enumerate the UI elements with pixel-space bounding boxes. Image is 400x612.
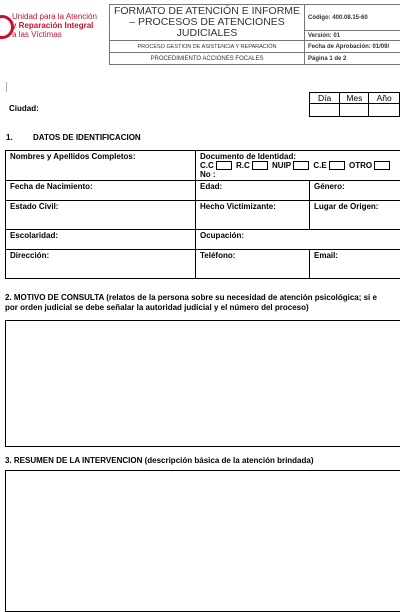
school-label: Escolaridad: [10,231,58,240]
logo-line-2: y Reparación Integral [12,21,97,30]
nuip-label: NUIP [272,161,291,170]
ce-label: C.E [313,161,326,170]
address-field[interactable] [6,250,196,279]
month-field[interactable] [340,104,369,117]
document-field[interactable] [196,151,400,181]
section3-title: 3. RESUMEN DE LA INTERVENCION (descripción básica de la atención brindada) [5,456,314,465]
intervention-summary-box[interactable] [5,470,400,612]
names-label: Nombres y Apellidos Completos: [10,152,136,161]
day-label: Día [310,93,340,104]
fact-label: Hecho Victimizante: [200,202,276,211]
ce-checkbox[interactable] [329,161,345,170]
city-label: Ciudad: [9,104,39,113]
document-number-label: No : [200,170,400,179]
document-header [0,0,400,62]
section1-title: DATOS DE IDENTIFICACION [33,133,141,142]
logo-line-3: a las Víctimas [12,30,97,39]
school-field[interactable] [6,230,196,250]
age-field[interactable] [196,181,310,201]
section1-number: 1. [6,133,13,142]
job-field[interactable] [196,230,400,250]
email-label: Email: [314,251,338,260]
header-table [109,4,400,65]
phone-field[interactable] [196,250,310,279]
day-field[interactable] [310,104,340,117]
cc-label: C.C [200,161,214,170]
age-label: Edad: [200,182,222,191]
section2-title: 2. MOTIVO DE CONSULTA (relatos de la persona sobre su necesidad de atención psicológica; si e [5,293,377,302]
month-label: Mes [340,93,369,104]
year-field[interactable] [369,104,400,117]
birth-label: Fecha de Nacimiento: [10,182,93,191]
section2-title-cont: por orden judicial se debe señalar la autoridad judicial y el número del proceso) [5,303,309,312]
document-label: Documento de Identidad: [200,152,400,161]
nuip-checkbox[interactable] [293,161,309,170]
gender-field[interactable] [310,181,400,201]
page-label: Página 1 de 2 [305,53,400,65]
approval-label: Fecha de Aprobación: 01/09/ [305,41,400,53]
fact-field[interactable] [196,201,310,230]
origin-field[interactable] [310,201,400,230]
cc-checkbox[interactable] [216,161,232,170]
year-label: Año [369,93,400,104]
logo-line-1: Unidad para la Atención [12,12,97,21]
rc-checkbox[interactable] [252,161,268,170]
names-field[interactable] [6,151,196,181]
origin-label: Lugar de Origen: [314,202,378,211]
date-box [309,92,400,117]
logo [0,12,110,48]
otro-checkbox[interactable] [374,161,390,170]
text-cursor [6,82,7,92]
document-title: FORMATO DE ATENCIÓN E INFORME – PROCESOS DE ATENCIONES JUDICIALES [110,5,305,41]
address-label: Dirección: [10,251,49,260]
gender-label: Género: [314,182,345,191]
code-label: Código: 400.08.15-60 [305,5,400,31]
phone-label: Teléfono: [200,251,235,260]
email-field[interactable] [310,250,400,279]
civil-field[interactable] [6,201,196,230]
job-label: Ocupación: [200,231,244,240]
consultation-reason-box[interactable] [5,320,400,447]
civil-label: Estado Civil: [10,202,58,211]
birth-field[interactable] [6,181,196,201]
otro-label: OTRO [349,161,372,170]
rc-label: R.C [236,161,250,170]
procedure-label: PROCEDIMIENTO ACCIONES FOCALES [110,53,305,65]
version-label: Versión: 01 [305,31,400,41]
identification-table [5,150,400,279]
process-label: PROCESO GESTION DE ASISTENCIA Y REPARACIÓN [110,41,305,53]
logo-text [12,12,97,39]
